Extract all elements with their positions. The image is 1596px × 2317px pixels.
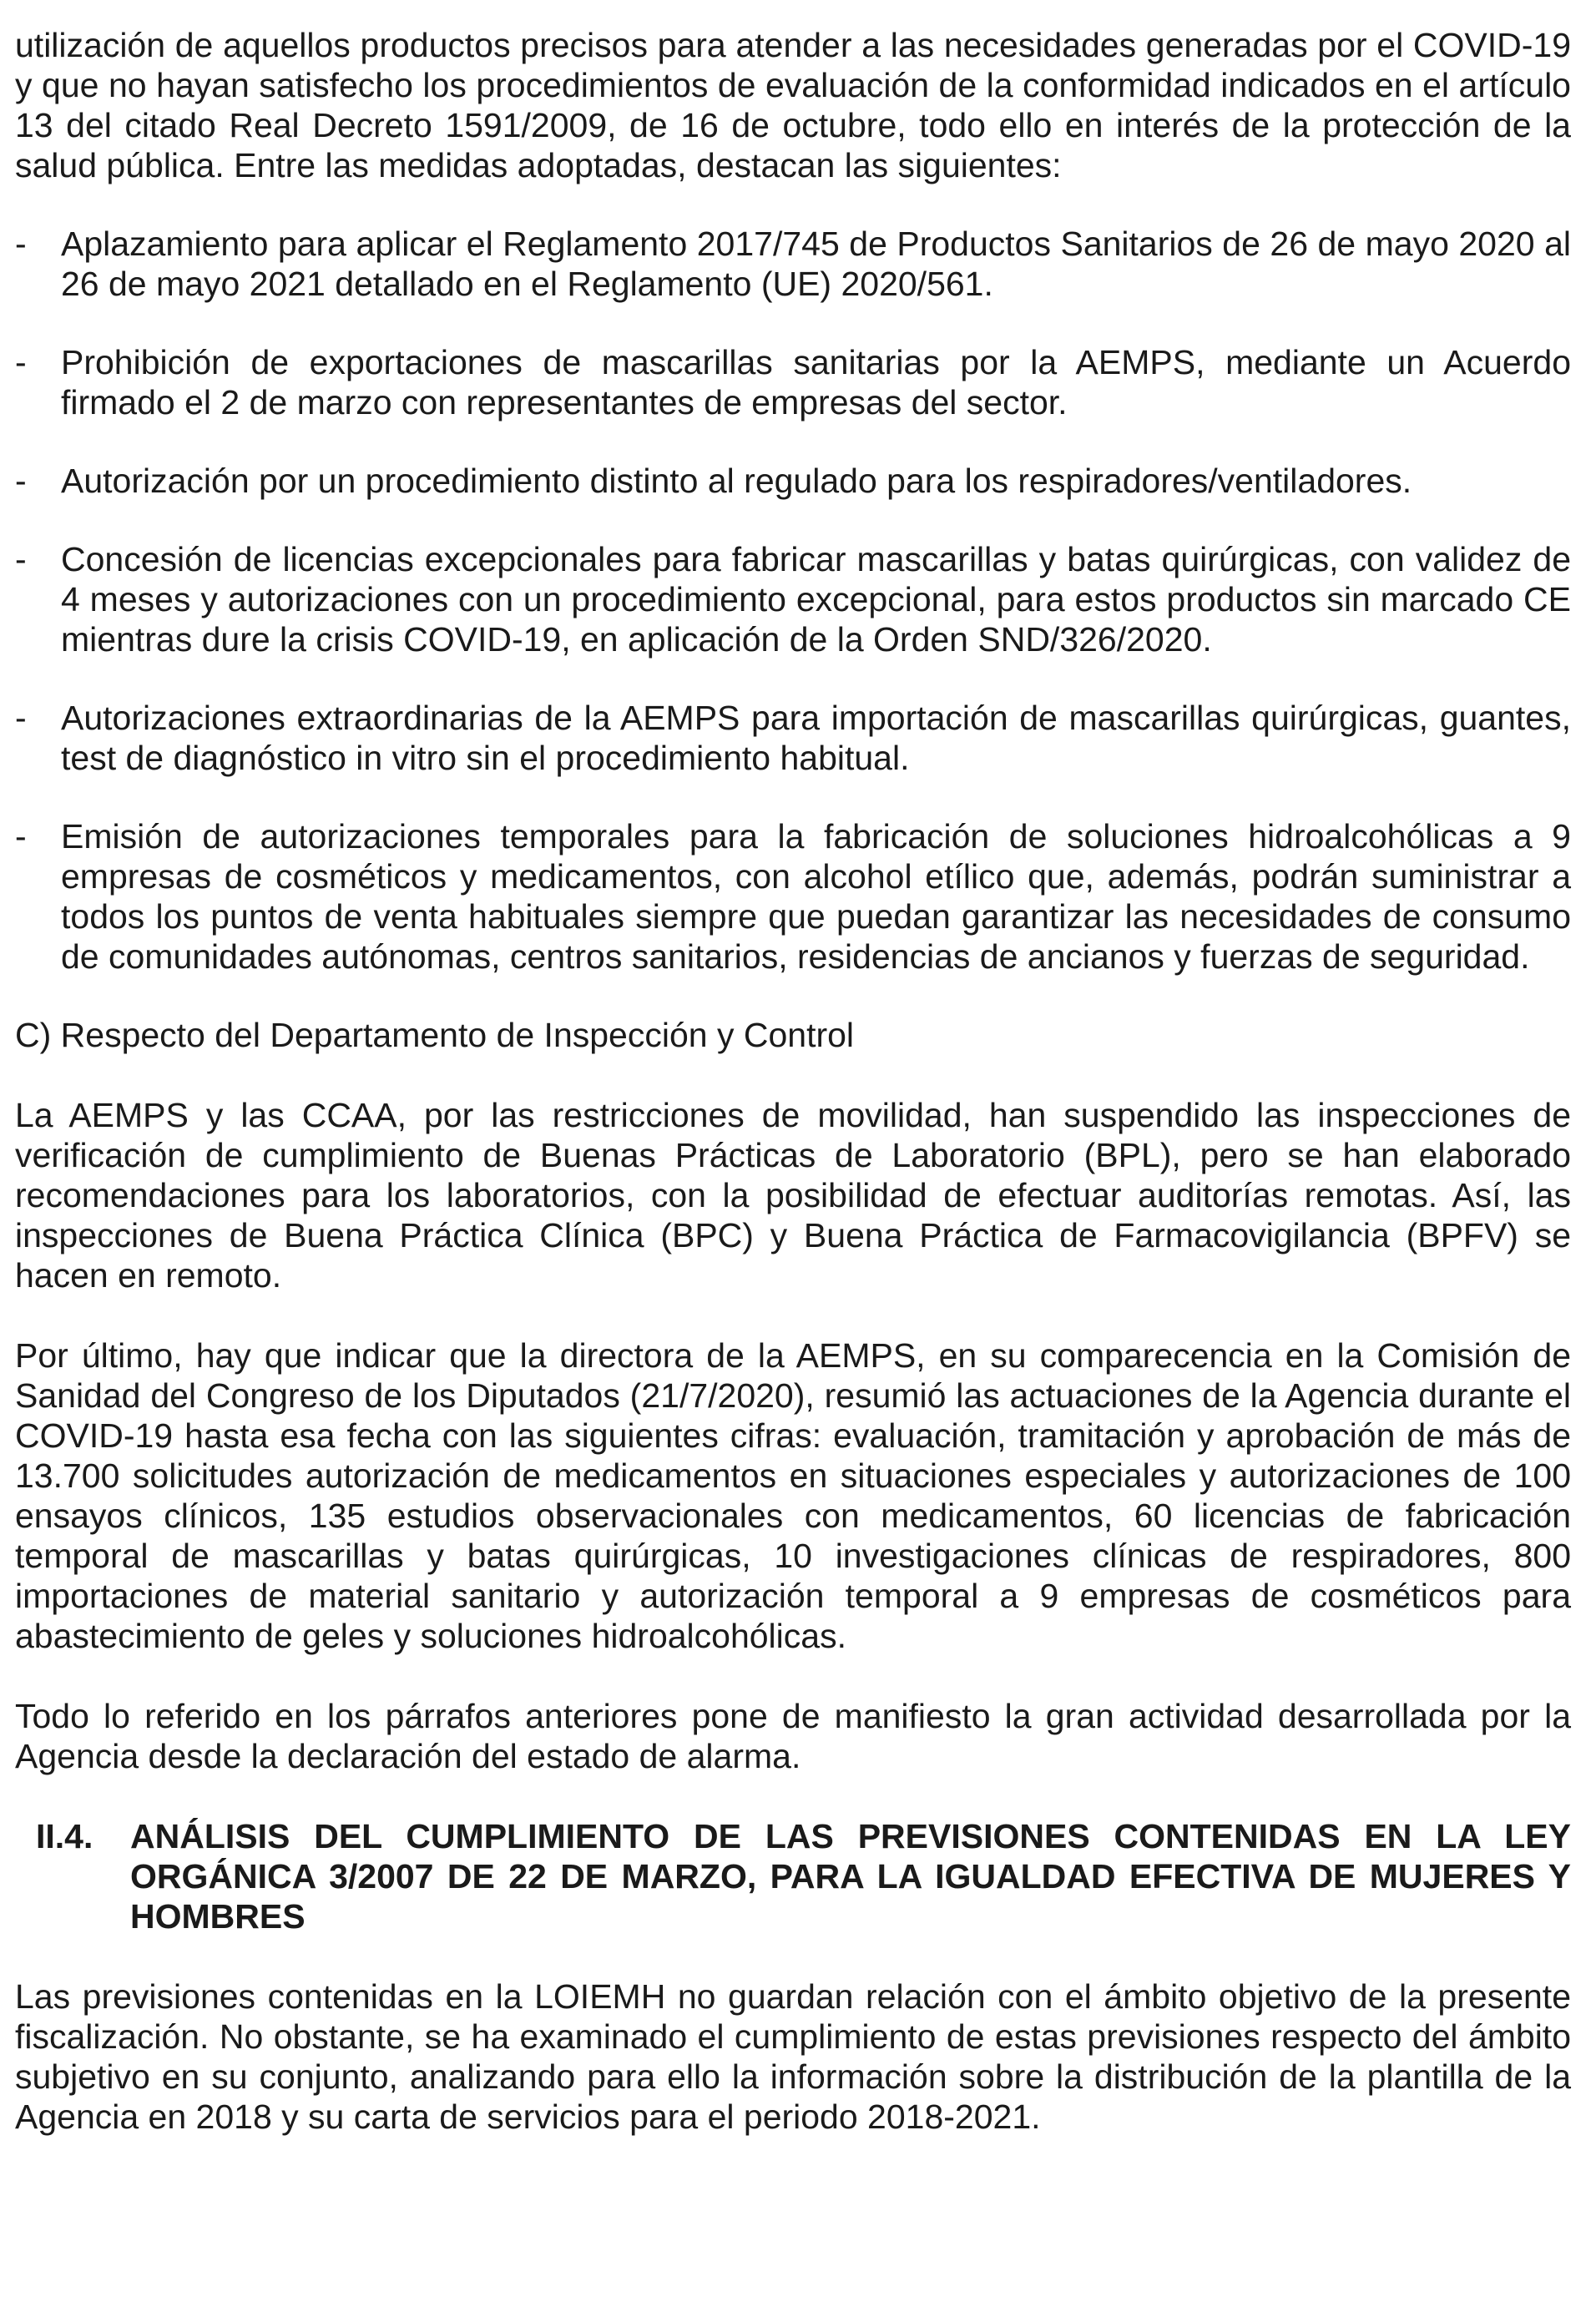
bullet-dash: -	[15, 462, 27, 500]
bullet-text: Concesión de licencias excepcionales para fabricar mascarillas y batas quirúrgicas, con validez de 4 meses y autorizaciones con un procedimiento excepcional, para estos productos sin marcado CE mientras dure la crisis COVID-19, en aplicación de la Orden SND/326/2020.	[61, 540, 1571, 659]
bullet-dash: -	[15, 343, 27, 381]
bullet-dash: -	[15, 817, 27, 856]
bullet-dash: -	[15, 540, 27, 578]
summary-paragraph: Por último, hay que indicar que la directora de la AEMPS, en su comparecencia en la Comisión de Sanidad del Congreso de los Diputados (21/7/2020), resumió las actuaciones de la Agencia durante el COVID-19 hasta esa fecha con las siguientes cifras: evaluación, tramitación y aprobación de más de 13.700 solicitudes autorización de medicamentos en situaciones especiales y autorizaciones de 100 ensayos clínicos, 135 estudios observacionales con medicamentos, 60 licencias de fabricación temporal de mascarillas y batas quirúrgicas, 10 investigaciones clínicas de respiradores, 800 importaciones de material sanitario y autorización temporal a 9 empresas de cosméticos para abastecimiento de geles y soluciones hidroalcohólicas.	[15, 1336, 1571, 1655]
document-page	[15, 25, 1571, 2137]
section-number: II.4.	[36, 1817, 93, 1855]
conclusion-paragraph: Todo lo referido en los párrafos anteriores pone de manifiesto la gran actividad desarrollada por la Agencia desde la declaración del estado de alarma.	[15, 1697, 1571, 1775]
bullet-item	[15, 224, 1571, 304]
bullet-item	[15, 342, 1571, 422]
bullet-dash: -	[15, 699, 27, 737]
bullet-dash: -	[15, 225, 27, 263]
section-title: ANÁLISIS DEL CUMPLIMIENTO DE LAS PREVISIONES CONTENIDAS EN LA LEY ORGÁNICA 3/2007 DE 22 DE MARZO, PARA LA IGUALDAD EFECTIVA DE MUJERES Y HOMBRES	[130, 1817, 1571, 1936]
bullet-text: Autorizaciones extraordinarias de la AEMPS para importación de mascarillas quirúrgicas, guantes, test de diagnóstico in vitro sin el procedimiento habitual.	[61, 699, 1571, 777]
inspection-paragraph: La AEMPS y las CCAA, por las restricciones de movilidad, han suspendido las inspecciones de verificación de cumplimiento de Buenas Prácticas de Laboratorio (BPL), pero se han elaborado recomendaciones para los laboratorios, con la posibilidad de efectuar auditorías remotas. Así, las inspecciones de Buena Práctica Clínica (BPC) y Buena Práctica de Farmacovigilancia (BPFV) se hacen en remoto.	[15, 1096, 1571, 1295]
bullet-text: Emisión de autorizaciones temporales para la fabricación de soluciones hidroalcohólicas a 9 empresas de cosméticos y medicamentos, con alcohol etílico que, además, podrán suministrar a todos los puntos de venta habituales siempre que puedan garantizar las necesidades de consumo de comunidades autónomas, centros sanitarios, residencias de ancianos y fuerzas de seguridad.	[61, 817, 1571, 976]
section-heading	[15, 1816, 1571, 1936]
bullet-item	[15, 461, 1571, 501]
bullet-item	[15, 539, 1571, 659]
bullet-text: Prohibición de exportaciones de mascarillas sanitarias por la AEMPS, mediante un Acuerdo firmado el 2 de marzo con representantes de empresas del sector.	[61, 343, 1571, 422]
bullet-text: Autorización por un procedimiento distinto al regulado para los respiradores/ventiladores.	[61, 462, 1412, 500]
bullet-item	[15, 816, 1571, 977]
loiemh-paragraph: Las previsiones contenidas en la LOIEMH no guardan relación con el ámbito objetivo de la presente fiscalización. No obstante, se ha examinado el cumplimiento de estas previsiones respecto del ámbito subjetivo en su conjunto, analizando para ello la información sobre la distribución de la plantilla de la Agencia en 2018 y su carta de servicios para el periodo 2018-2021.	[15, 1977, 1571, 2136]
section-c-title: C) Respecto del Departamento de Inspección y Control	[15, 1016, 855, 1054]
intro-paragraph: utilización de aquellos productos precisos para atender a las necesidades generadas por el COVID-19 y que no hayan satisfecho los procedimientos de evaluación de la conformidad indicados en el artículo 13 del citado Real Decreto 1591/2009, de 16 de octubre, todo ello en interés de la protección de la salud pública. Entre las medidas adoptadas, destacan las siguientes:	[15, 26, 1571, 184]
bullet-item	[15, 698, 1571, 778]
bullet-text: Aplazamiento para aplicar el Reglamento 2017/745 de Productos Sanitarios de 26 de mayo 2020 al 26 de mayo 2021 detallado en el Reglamento (UE) 2020/561.	[61, 225, 1571, 303]
